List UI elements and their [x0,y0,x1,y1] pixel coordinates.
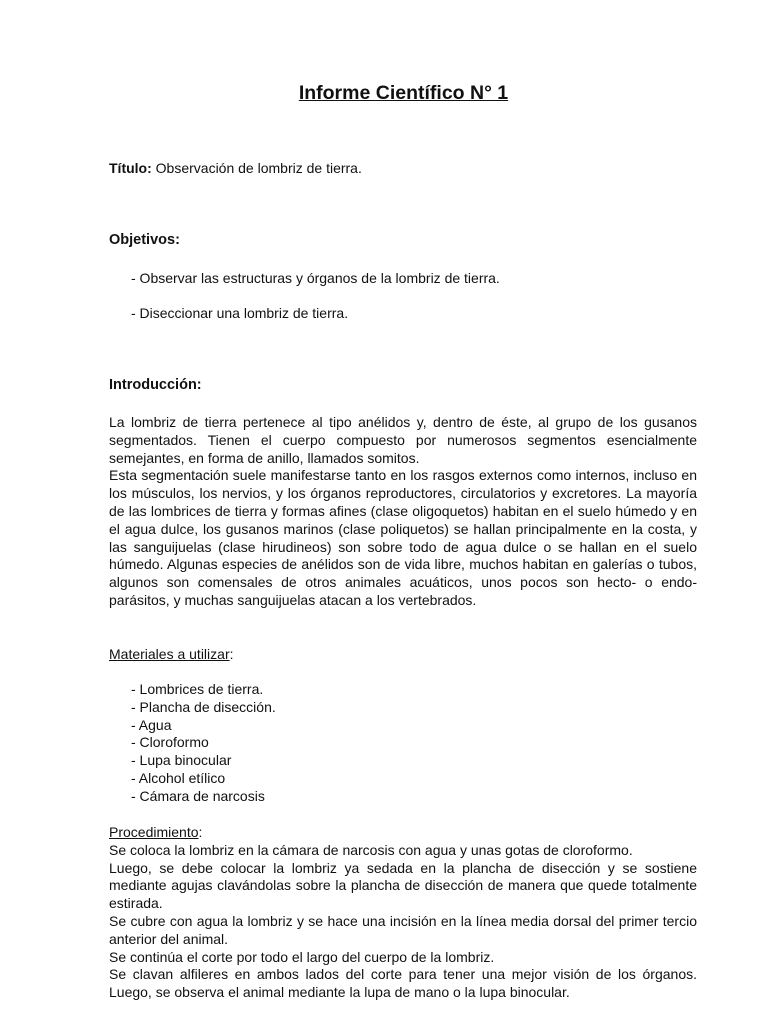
introduccion-paragraph: La lombriz de tierra pertenece al tipo anélidos y, dentro de éste, al grupo de los gusanos segmentados. Tienen el cuerpo compuesto por numerosos segmentos esencialmente semejantes, en forma de anillo, llamados somitos. [109,414,697,466]
materiales-list [109,681,719,806]
list-item: - Lombrices de tierra. [131,681,264,697]
report-title: Informe Científico N° 1 [298,82,509,104]
titulo-line [109,160,697,178]
list-item: - Alcohol etílico [131,769,226,786]
procedimiento-paragraph: Se continúa el corte por todo el largo del cuerpo de la lombriz. [109,948,495,965]
objetivos-heading: Objetivos: [109,232,180,248]
materiales-heading [109,646,697,664]
list-item: - Cloroformo [131,734,209,751]
procedimiento-paragraph: Se clavan alfileres en ambos lados del corte para tener una mejor visión de los órganos. Luego, se observa el animal mediante la lupa de mano o la lupa binocular. [109,966,697,1001]
procedimiento-paragraph: Se cubre con agua la lombriz y se hace una incisión en la línea media dorsal del primer tercio anterior del animal. [109,912,697,947]
objetivo-item: - Diseccionar una lombriz de tierra. [131,305,349,321]
procedimiento-heading [109,824,697,842]
titulo-label: Título: [109,160,152,176]
list-item: - Cámara de narcosis [131,787,265,804]
procedimiento-heading-colon: : [198,824,203,840]
materiales-heading-text: Materiales a utilizar [109,646,230,662]
procedimiento-section [109,824,697,1002]
objetivo-item: - Observar las estructuras y órganos de la lombriz de tierra. [131,270,500,286]
introduccion-paragraph: Esta segmentación suele manifestarse tanto en los rasgos externos como internos, incluso en los músculos, los nervios, y los órganos reproductores, circulatorios y excretores. La mayoría de las lombrices de tierra y formas afines (clase oligoquetos) habitan en el suelo húmedo y en el agua dulce, los gusanos marinos (clase poliquetos) se hallan principalmente en la costa, y las sanguijuelas (clase hirudineos) son sobre todo de agua dulce o se hallan en el suelo húmedo. Algunas especies de anélidos son de vida libre, muchos habitan en galerías o tubos, algunos son comensales de otros animales acuáticos, unos pocos son hecto- o endo- parásitos, y muchas sanguijuelas atacan a los vertebrados. [109,467,697,608]
list-item: - Lupa binocular [131,752,232,769]
introduccion-body [109,414,697,610]
introduccion-heading: Introducción: [109,377,202,393]
titulo-value: Observación de lombriz de tierra. [155,160,362,176]
list-item: - Plancha de disección. [131,698,276,715]
procedimiento-paragraph: Se coloca la lombriz en la cámara de narcosis con agua y unas gotas de cloroformo. [109,841,633,858]
procedimiento-heading-text: Procedimiento [109,824,199,840]
procedimiento-paragraph: Luego, se debe colocar la lombriz ya sedada en la plancha de disección y se sostiene mediante agujas clavándolas sobre la plancha de disección de manera que quede totalmente estirada. [109,859,697,912]
materiales-heading-colon: : [229,646,234,662]
list-item: - Agua [131,716,172,733]
